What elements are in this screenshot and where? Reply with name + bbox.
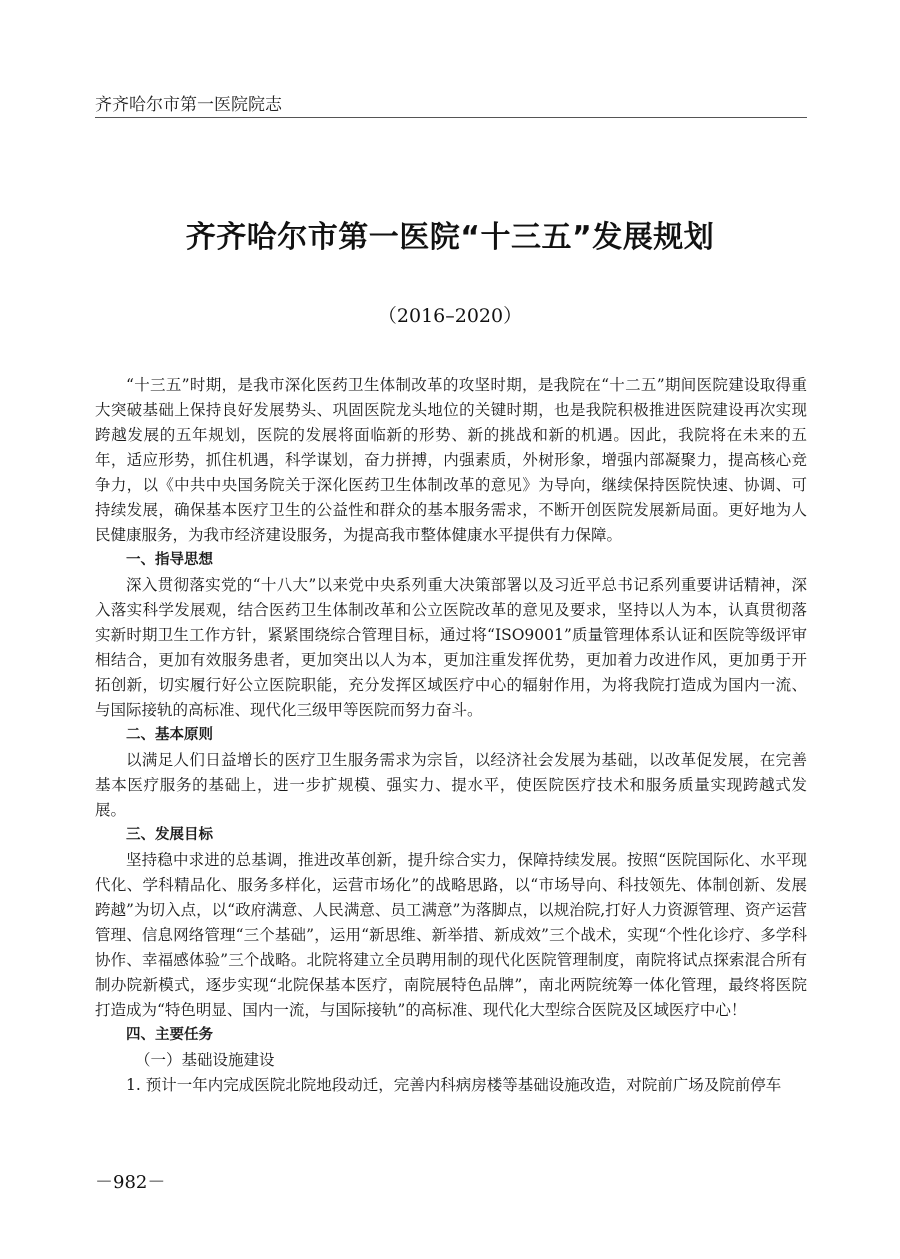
section-paragraph: 坚持稳中求进的总基调，推进改革创新，提升综合实力，保障持续发展。按照“医院国际化、水平现代化、学科精品化、服务多样化，运营市场化”的战略思路，以“市场导向、科技领先、体制创新、发展跨越”为切入点，以“政府满意、人民满意、员工满意”为落脚点，以规治院,打好人力资源管理、资产运营管理、信息网络管理“三个基础”，运用“新思维、新举措、新成效”三个战术，实现“个性化诊疗、多学科协作、幸福感体验”三个战略。北院将建立全员聘用制的现代化医院管理制度，南院将试点探索混合所有制办院新模式，逐步实现“北院保基本医疗，南院展特色品牌”，南北两院统筹一体化管理，最终将医院打造成为“特色明显、国内一流，与国际接轨”的高标准、现代化大型综合医院及区域医疗中心！ bbox=[95, 851, 807, 1019]
section-heading: 四、主要任务 bbox=[126, 1027, 213, 1043]
section-paragraph: 以满足人们日益增长的医疗卫生服务需求为宗旨，以经济社会发展为基础，以改革促发展，在完善基本医疗服务的基础上，进一步扩规模、强实力、提水平，使医院医疗技术和服务质量实现跨越式发展。 bbox=[95, 751, 807, 819]
intro-paragraph: “十三五”时期，是我市深化医药卫生体制改革的攻坚时期，是我院在“十二五”期间医院建设取得重大突破基础上保持良好发展势头、巩固医院龙头地位的关键时期，也是我院积极推进医院建设再次实现跨越发展的五年规划，医院的发展将面临新的形势、新的挑战和新的机遇。因此，我院将在未来的五年，适应形势，抓住机遇，科学谋划，奋力拼搏，内强素质，外树形象，增强内部凝聚力，提高核心竞争力，以《中共中央国务院关于深化医药卫生体制改革的意见》为导向，继续保持医院快速、协调、可持续发展，确保基本医疗卫生的公益性和群众的基本服务需求，不断开创医院发展新局面。更好地为人民健康服务，为我市经济建设服务，为提高我市整体健康水平提供有力保障。 bbox=[95, 376, 807, 544]
body-text bbox=[95, 373, 807, 1098]
subsection-heading: （一）基础设施建设 bbox=[135, 1051, 275, 1069]
running-header: 齐齐哈尔市第一医院院志 bbox=[95, 95, 282, 115]
section-heading: 二、基本原则 bbox=[126, 727, 213, 743]
document-title: 齐齐哈尔市第一医院“十三五”发展规划 bbox=[185, 220, 715, 255]
section-heading: 三、发展目标 bbox=[126, 827, 213, 843]
section-paragraph: 深入贯彻落实党的“十八大”以来党中央系列重大决策部署以及习近平总书记系列重要讲话精神，深入落实科学发展观，结合医药卫生体制改革和公立医院改革的意见及要求，坚持以人为本，认真贯彻落实新时期卫生工作方针，紧紧围绕综合管理目标，通过将“ISO9001”质量管理体系认证和医院等级评审相结合，更加有效服务患者，更加突出以人为本，更加注重发挥优势，更加着力改进作风，更加勇于开拓创新，切实履行好公立医院职能，充分发挥区域医疗中心的辐射作用，为将我院打造成为国内一流、与国际接轨的高标准、现代化三级甲等医院而努力奋斗。 bbox=[95, 576, 807, 719]
section-heading: 一、指导思想 bbox=[126, 552, 213, 568]
document-subtitle: （2016–2020） bbox=[377, 305, 523, 327]
page-number: －982－ bbox=[95, 1172, 166, 1193]
section-paragraph: 1. 预计一年内完成医院北院地段动迁，完善内科病房楼等基础设施改造，对院前广场及院前停车 bbox=[126, 1076, 782, 1094]
header-divider bbox=[95, 117, 807, 118]
